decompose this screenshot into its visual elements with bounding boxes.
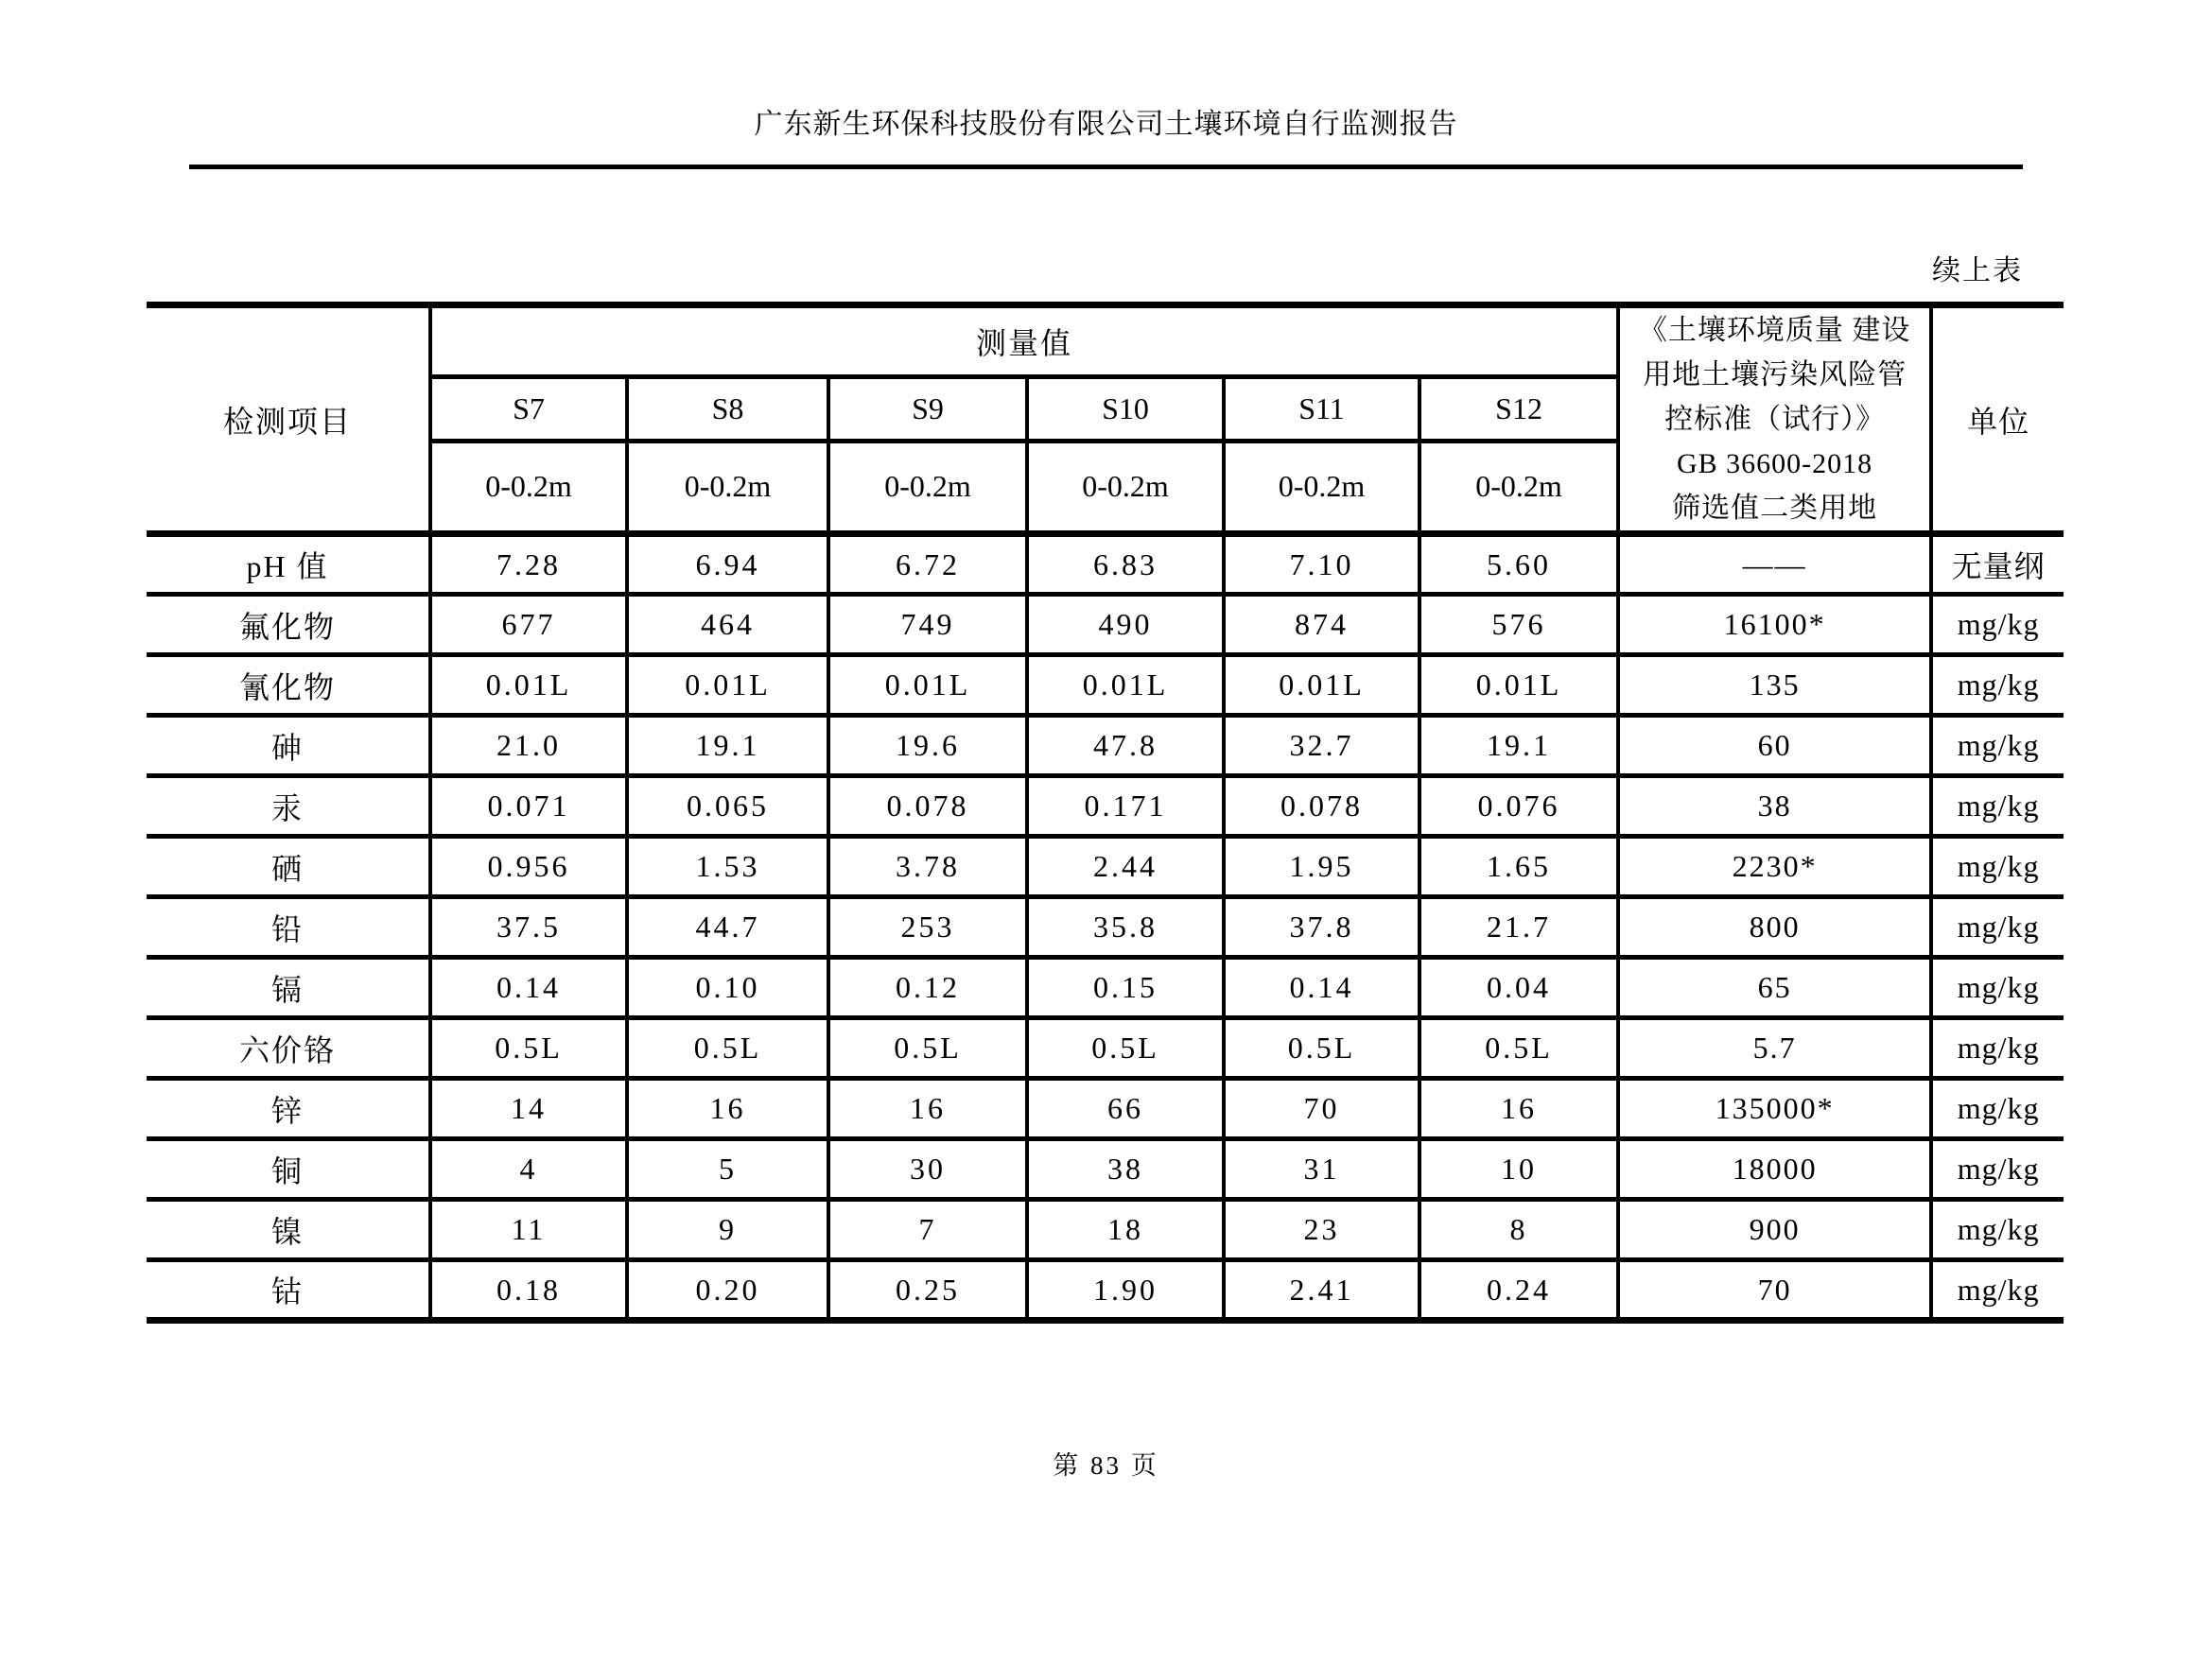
value-cell: 16	[828, 1079, 1027, 1139]
value-cell: 0.04	[1420, 958, 1618, 1018]
value-cell: 2.44	[1027, 837, 1224, 897]
value-cell: 0.25	[828, 1260, 1027, 1321]
value-cell: 14	[430, 1079, 627, 1139]
depth-header: 0-0.2m	[1420, 441, 1618, 533]
standard-header-line: 筛选值二类用地	[1672, 493, 1878, 524]
value-cell: 44.7	[627, 897, 828, 958]
value-cell: 0.071	[430, 776, 627, 837]
site-header-s9: S9	[828, 376, 1027, 441]
value-cell: 0.14	[430, 958, 627, 1018]
value-cell: 35.8	[1027, 897, 1224, 958]
value-cell: 0.01L	[1027, 655, 1224, 716]
value-cell: 874	[1224, 595, 1420, 655]
item-cell: 镉	[147, 958, 430, 1018]
value-cell: 1.65	[1420, 837, 1618, 897]
table-row	[147, 837, 2064, 897]
value-cell: 464	[627, 595, 828, 655]
site-header-s8: S8	[627, 376, 828, 441]
standard-value-cell: 5.7	[1618, 1018, 1931, 1079]
value-cell: 18	[1027, 1200, 1224, 1260]
unit-cell: mg/kg	[1931, 897, 2064, 958]
value-cell: 0.10	[627, 958, 828, 1018]
value-cell: 0.12	[828, 958, 1027, 1018]
item-cell: 氟化物	[147, 595, 430, 655]
value-cell: 5.60	[1420, 534, 1618, 595]
value-cell: 0.171	[1027, 776, 1224, 837]
value-cell: 7.28	[430, 534, 627, 595]
unit-cell: mg/kg	[1931, 958, 2064, 1018]
table-row	[147, 1260, 2064, 1321]
standard-value-cell: 135	[1618, 655, 1931, 716]
value-cell: 7	[828, 1200, 1027, 1260]
value-cell: 1.95	[1224, 837, 1420, 897]
report-page	[0, 100, 2212, 1482]
table-row	[147, 897, 2064, 958]
table-row	[147, 534, 2064, 595]
depth-header: 0-0.2m	[1224, 441, 1420, 533]
header-rule	[189, 165, 2023, 169]
unit-cell: mg/kg	[1931, 1079, 2064, 1139]
value-cell: 66	[1027, 1079, 1224, 1139]
unit-cell: mg/kg	[1931, 1139, 2064, 1200]
value-cell: 0.5L	[1224, 1018, 1420, 1079]
table-row	[147, 716, 2064, 776]
standard-value-cell: 800	[1618, 897, 1931, 958]
value-cell: 0.078	[1224, 776, 1420, 837]
value-cell: 5	[627, 1139, 828, 1200]
standard-value-cell: 2230*	[1618, 837, 1931, 897]
value-cell: 677	[430, 595, 627, 655]
value-cell: 10	[1420, 1139, 1618, 1200]
site-header-s10: S10	[1027, 376, 1224, 441]
depth-header: 0-0.2m	[627, 441, 828, 533]
item-cell: 铜	[147, 1139, 430, 1200]
value-cell: 37.5	[430, 897, 627, 958]
standard-value-cell: 135000*	[1618, 1079, 1931, 1139]
value-cell: 1.90	[1027, 1260, 1224, 1321]
value-cell: 0.01L	[1420, 655, 1618, 716]
value-cell: 0.01L	[430, 655, 627, 716]
unit-cell: mg/kg	[1931, 1018, 2064, 1079]
depth-header: 0-0.2m	[430, 441, 627, 533]
value-cell: 0.5L	[627, 1018, 828, 1079]
item-cell: 镍	[147, 1200, 430, 1260]
monitoring-results-table	[147, 302, 2064, 1324]
value-cell: 576	[1420, 595, 1618, 655]
depth-header: 0-0.2m	[1027, 441, 1224, 533]
value-cell: 6.94	[627, 534, 828, 595]
standard-value-cell: 900	[1618, 1200, 1931, 1260]
value-cell: 1.53	[627, 837, 828, 897]
value-cell: 19.6	[828, 716, 1027, 776]
value-cell: 30	[828, 1139, 1027, 1200]
table-row	[147, 1200, 2064, 1260]
unit-cell: mg/kg	[1931, 716, 2064, 776]
standard-value-cell: 18000	[1618, 1139, 1931, 1200]
value-cell: 3.78	[828, 837, 1027, 897]
value-cell: 0.01L	[828, 655, 1027, 716]
table-header	[147, 305, 2064, 534]
site-header-s12: S12	[1420, 376, 1618, 441]
value-cell: 38	[1027, 1139, 1224, 1200]
value-cell: 8	[1420, 1200, 1618, 1260]
value-cell: 32.7	[1224, 716, 1420, 776]
standard-column-header	[1618, 305, 1931, 534]
value-cell: 6.83	[1027, 534, 1224, 595]
value-cell: 0.01L	[1224, 655, 1420, 716]
value-cell: 47.8	[1027, 716, 1224, 776]
value-cell: 0.24	[1420, 1260, 1618, 1321]
item-cell: pH 值	[147, 534, 430, 595]
standard-value-cell: 38	[1618, 776, 1931, 837]
measurement-header: 测量值	[430, 305, 1618, 377]
value-cell: 19.1	[627, 716, 828, 776]
item-cell: 汞	[147, 776, 430, 837]
value-cell: 0.5L	[430, 1018, 627, 1079]
standard-value-cell: 60	[1618, 716, 1931, 776]
value-cell: 21.7	[1420, 897, 1618, 958]
table-row	[147, 1079, 2064, 1139]
table-row	[147, 655, 2064, 716]
item-cell: 氰化物	[147, 655, 430, 716]
table-row	[147, 1139, 2064, 1200]
unit-cell: 无量纲	[1931, 534, 2064, 595]
value-cell: 490	[1027, 595, 1224, 655]
value-cell: 253	[828, 897, 1027, 958]
table-row	[147, 1018, 2064, 1079]
value-cell: 31	[1224, 1139, 1420, 1200]
value-cell: 0.14	[1224, 958, 1420, 1018]
value-cell: 0.5L	[828, 1018, 1027, 1079]
value-cell: 2.41	[1224, 1260, 1420, 1321]
value-cell: 0.076	[1420, 776, 1618, 837]
value-cell: 0.01L	[627, 655, 828, 716]
value-cell: 16	[1420, 1079, 1618, 1139]
page-number: 第 83 页	[1053, 1451, 1159, 1480]
value-cell: 0.5L	[1420, 1018, 1618, 1079]
unit-cell: mg/kg	[1931, 776, 2064, 837]
value-cell: 0.15	[1027, 958, 1224, 1018]
value-cell: 0.20	[627, 1260, 828, 1321]
table-row	[147, 595, 2064, 655]
unit-cell: mg/kg	[1931, 655, 2064, 716]
continued-table-note: 续上表	[1932, 255, 2023, 286]
value-cell: 16	[627, 1079, 828, 1139]
value-cell: 0.065	[627, 776, 828, 837]
unit-cell: mg/kg	[1931, 595, 2064, 655]
unit-column-header: 单位	[1931, 305, 2064, 534]
value-cell: 19.1	[1420, 716, 1618, 776]
value-cell: 21.0	[430, 716, 627, 776]
value-cell: 23	[1224, 1200, 1420, 1260]
value-cell: 37.8	[1224, 897, 1420, 958]
site-header-s7: S7	[430, 376, 627, 441]
table-row	[147, 776, 2064, 837]
depth-header: 0-0.2m	[828, 441, 1027, 533]
standard-header-line: 控标准（试行）》	[1664, 404, 1886, 435]
standard-header-line: 用地土壤污染风险管	[1643, 359, 1907, 390]
value-cell: 70	[1224, 1079, 1420, 1139]
item-cell: 钴	[147, 1260, 430, 1321]
item-column-header: 检测项目	[147, 305, 430, 534]
table-body	[147, 534, 2064, 1321]
item-cell: 六价铬	[147, 1018, 430, 1079]
value-cell: 7.10	[1224, 534, 1420, 595]
item-cell: 砷	[147, 716, 430, 776]
table-row	[147, 958, 2064, 1018]
value-cell: 749	[828, 595, 1027, 655]
item-cell: 锌	[147, 1079, 430, 1139]
value-cell: 4	[430, 1139, 627, 1200]
value-cell: 0.5L	[1027, 1018, 1224, 1079]
standard-header-line: 《土壤环境质量 建设	[1638, 315, 1911, 346]
standard-header-line: GB 36600-2018	[1676, 448, 1873, 479]
value-cell: 9	[627, 1200, 828, 1260]
standard-value-cell: 65	[1618, 958, 1931, 1018]
item-cell: 铅	[147, 897, 430, 958]
standard-value-cell: ——	[1618, 534, 1931, 595]
value-cell: 6.72	[828, 534, 1027, 595]
unit-cell: mg/kg	[1931, 1260, 2064, 1321]
value-cell: 11	[430, 1200, 627, 1260]
standard-value-cell: 70	[1618, 1260, 1931, 1321]
unit-cell: mg/kg	[1931, 837, 2064, 897]
value-cell: 0.078	[828, 776, 1027, 837]
value-cell: 0.956	[430, 837, 627, 897]
unit-cell: mg/kg	[1931, 1200, 2064, 1260]
item-cell: 硒	[147, 837, 430, 897]
site-header-s11: S11	[1224, 376, 1420, 441]
standard-value-cell: 16100*	[1618, 595, 1931, 655]
document-header-title: 广东新生环保科技股份有限公司土壤环境自行监测报告	[754, 109, 1458, 140]
value-cell: 0.18	[430, 1260, 627, 1321]
